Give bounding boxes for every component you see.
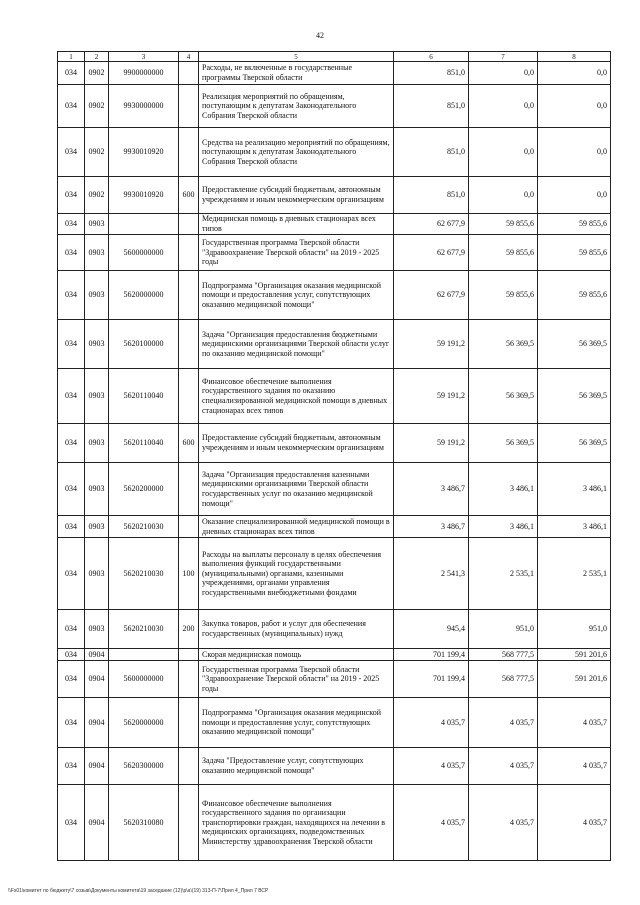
cell-amount-col6: 4 035,7 (394, 698, 469, 748)
cell-amount-col6: 62 677,9 (394, 235, 469, 271)
table-row (58, 85, 611, 128)
cell-description: Средства на реализацию мероприятий по обращениям, поступающим к депутатам Законодательного Собрания Тверской области (199, 128, 394, 177)
cell-section-code: 0903 (85, 369, 109, 424)
cell-section-code: 0904 (85, 661, 109, 698)
cell-amount-col6: 851,0 (394, 85, 469, 128)
cell-admin-code: 034 (58, 177, 85, 214)
table-body (58, 62, 611, 861)
cell-amount-col8: 591 201,6 (538, 661, 611, 698)
cell-amount-col6: 3 486,7 (394, 516, 469, 538)
cell-expense-type: 200 (179, 610, 199, 649)
table-header-row (58, 52, 611, 62)
cell-amount-col8: 951,0 (538, 610, 611, 649)
cell-amount-col8: 59 855,6 (538, 271, 611, 320)
cell-description: Подпрограмма "Организация оказания медицинской помощи и предоставления услуг, сопутствующих оказанию медицинской помощи" (199, 698, 394, 748)
cell-expense-type (179, 62, 199, 85)
page-number: 42 (316, 31, 324, 40)
cell-target-article: 9930010920 (109, 128, 179, 177)
cell-amount-col6: 59 191,2 (394, 369, 469, 424)
table-row (58, 538, 611, 610)
cell-amount-col7: 56 369,5 (469, 369, 538, 424)
cell-amount-col6: 3 486,7 (394, 463, 469, 516)
cell-description: Скорая медицинская помощь (199, 649, 394, 661)
cell-amount-col7: 56 369,5 (469, 320, 538, 369)
cell-target-article: 5600000000 (109, 661, 179, 698)
cell-admin-code: 034 (58, 610, 85, 649)
table-row (58, 62, 611, 85)
cell-amount-col7: 568 777,5 (469, 649, 538, 661)
column-header: 4 (179, 52, 199, 62)
cell-target-article: 9930000000 (109, 85, 179, 128)
cell-expense-type (179, 271, 199, 320)
cell-amount-col8: 3 486,1 (538, 463, 611, 516)
cell-target-article: 5620300000 (109, 748, 179, 785)
cell-description: Расходы на выплаты персоналу в целях обеспечения выполнения функций государственными (муниципальными) органами, казенными учреждениями, органами управления государственными внебюджетными фондами (199, 538, 394, 610)
cell-target-article: 5620110040 (109, 424, 179, 463)
cell-amount-col6: 701 199,4 (394, 649, 469, 661)
column-header: 1 (58, 52, 85, 62)
cell-amount-col6: 62 677,9 (394, 214, 469, 235)
cell-description: Государственная программа Тверской области "Здравоохранение Тверской области" на 2019 - 2025 годы (199, 661, 394, 698)
cell-section-code: 0903 (85, 538, 109, 610)
cell-amount-col8: 0,0 (538, 85, 611, 128)
cell-section-code: 0902 (85, 62, 109, 85)
cell-admin-code: 034 (58, 538, 85, 610)
table-row (58, 271, 611, 320)
table-row (58, 128, 611, 177)
cell-description: Задача "Предоставление услуг, сопутствующих оказанию медицинской помощи" (199, 748, 394, 785)
cell-admin-code: 034 (58, 424, 85, 463)
cell-amount-col6: 945,4 (394, 610, 469, 649)
cell-admin-code: 034 (58, 661, 85, 698)
cell-amount-col6: 59 191,2 (394, 320, 469, 369)
cell-amount-col6: 4 035,7 (394, 785, 469, 861)
cell-description: Оказание специализированной медицинской помощи в дневных стационарах всех типов (199, 516, 394, 538)
cell-section-code: 0904 (85, 785, 109, 861)
cell-target-article (109, 649, 179, 661)
cell-description: Задача "Организация предоставления казенными медицинскими организациями Тверской области государственных услуг по оказанию медицинской помощи" (199, 463, 394, 516)
column-header: 7 (469, 52, 538, 62)
cell-amount-col8: 4 035,7 (538, 698, 611, 748)
table-row (58, 424, 611, 463)
table-row (58, 649, 611, 661)
cell-amount-col7: 59 855,6 (469, 235, 538, 271)
cell-target-article: 5620210030 (109, 538, 179, 610)
cell-amount-col6: 62 677,9 (394, 271, 469, 320)
cell-admin-code: 034 (58, 516, 85, 538)
cell-description: Предоставление субсидий бюджетным, автономным учреждениям и иным некоммерческим организациям (199, 424, 394, 463)
cell-target-article: 5600000000 (109, 235, 179, 271)
cell-description: Медицинская помощь в дневных стационарах всех типов (199, 214, 394, 235)
cell-amount-col7: 59 855,6 (469, 271, 538, 320)
cell-admin-code: 034 (58, 785, 85, 861)
cell-amount-col6: 851,0 (394, 128, 469, 177)
cell-description: Предоставление субсидий бюджетным, автономным учреждениям и иным некоммерческим организациям (199, 177, 394, 214)
cell-section-code: 0903 (85, 320, 109, 369)
cell-expense-type (179, 235, 199, 271)
cell-amount-col6: 701 199,4 (394, 661, 469, 698)
cell-description: Реализация мероприятий по обращениям, поступающим к депутатам Законодательного Собрания Тверской области (199, 85, 394, 128)
table-row (58, 463, 611, 516)
column-header: 3 (109, 52, 179, 62)
cell-description: Государственная программа Тверской области "Здравоохранение Тверской области" на 2019 - 2025 годы (199, 235, 394, 271)
cell-description: Подпрограмма "Организация оказания медицинской помощи и предоставления услуг, сопутствующих оказанию медицинской помощи" (199, 271, 394, 320)
table-row (58, 214, 611, 235)
cell-expense-type (179, 661, 199, 698)
cell-target-article: 5620210030 (109, 610, 179, 649)
column-header: 6 (394, 52, 469, 62)
cell-section-code: 0903 (85, 271, 109, 320)
cell-admin-code: 034 (58, 748, 85, 785)
cell-admin-code: 034 (58, 214, 85, 235)
column-header: 8 (538, 52, 611, 62)
cell-amount-col8: 4 035,7 (538, 748, 611, 785)
cell-section-code: 0903 (85, 463, 109, 516)
cell-amount-col8: 0,0 (538, 62, 611, 85)
table-row (58, 369, 611, 424)
cell-section-code: 0903 (85, 516, 109, 538)
cell-expense-type (179, 85, 199, 128)
cell-amount-col6: 4 035,7 (394, 748, 469, 785)
table-row (58, 785, 611, 861)
cell-amount-col7: 4 035,7 (469, 785, 538, 861)
cell-admin-code: 034 (58, 649, 85, 661)
cell-section-code: 0903 (85, 424, 109, 463)
cell-amount-col7: 56 369,5 (469, 424, 538, 463)
cell-expense-type (179, 128, 199, 177)
cell-amount-col8: 0,0 (538, 177, 611, 214)
table-row (58, 235, 611, 271)
cell-amount-col7: 3 486,1 (469, 463, 538, 516)
cell-section-code: 0902 (85, 128, 109, 177)
cell-admin-code: 034 (58, 62, 85, 85)
cell-expense-type (179, 320, 199, 369)
cell-amount-col7: 0,0 (469, 62, 538, 85)
cell-admin-code: 034 (58, 128, 85, 177)
cell-amount-col7: 59 855,6 (469, 214, 538, 235)
cell-description: Расходы, не включенные в государственные программы Тверской области (199, 62, 394, 85)
cell-section-code: 0903 (85, 214, 109, 235)
column-header: 5 (199, 52, 394, 62)
cell-amount-col8: 56 369,5 (538, 424, 611, 463)
cell-amount-col6: 851,0 (394, 62, 469, 85)
table-row (58, 661, 611, 698)
cell-amount-col8: 591 201,6 (538, 649, 611, 661)
cell-section-code: 0904 (85, 748, 109, 785)
cell-admin-code: 034 (58, 463, 85, 516)
budget-table (57, 51, 611, 861)
cell-amount-col8: 2 535,1 (538, 538, 611, 610)
cell-expense-type (179, 369, 199, 424)
cell-admin-code: 034 (58, 320, 85, 369)
cell-amount-col7: 0,0 (469, 85, 538, 128)
cell-admin-code: 034 (58, 698, 85, 748)
cell-section-code: 0904 (85, 649, 109, 661)
cell-section-code: 0903 (85, 235, 109, 271)
cell-description: Финансовое обеспечение выполнения государственного задания по организации транспортировки граждан, находящихся на лечении в медицинских организациях, подведомственных Министерству здравоохранения Тверской области (199, 785, 394, 861)
cell-expense-type (179, 785, 199, 861)
cell-amount-col7: 0,0 (469, 128, 538, 177)
cell-expense-type (179, 463, 199, 516)
cell-expense-type (179, 649, 199, 661)
cell-amount-col6: 851,0 (394, 177, 469, 214)
cell-amount-col7: 951,0 (469, 610, 538, 649)
cell-description: Закупка товаров, работ и услуг для обеспечения государственных (муниципальных) нужд (199, 610, 394, 649)
table-row (58, 610, 611, 649)
cell-target-article (109, 214, 179, 235)
cell-expense-type (179, 214, 199, 235)
column-header: 2 (85, 52, 109, 62)
cell-admin-code: 034 (58, 271, 85, 320)
cell-amount-col8: 59 855,6 (538, 214, 611, 235)
cell-expense-type: 100 (179, 538, 199, 610)
table-row (58, 516, 611, 538)
cell-target-article: 5620000000 (109, 698, 179, 748)
cell-expense-type: 600 (179, 177, 199, 214)
cell-target-article: 9900000000 (109, 62, 179, 85)
cell-amount-col8: 0,0 (538, 128, 611, 177)
cell-admin-code: 034 (58, 235, 85, 271)
cell-expense-type (179, 748, 199, 785)
cell-amount-col8: 56 369,5 (538, 320, 611, 369)
cell-amount-col7: 0,0 (469, 177, 538, 214)
cell-admin-code: 034 (58, 369, 85, 424)
cell-amount-col7: 2 535,1 (469, 538, 538, 610)
cell-amount-col7: 568 777,5 (469, 661, 538, 698)
cell-expense-type: 600 (179, 424, 199, 463)
table-row (58, 698, 611, 748)
table-row (58, 748, 611, 785)
cell-section-code: 0902 (85, 177, 109, 214)
cell-amount-col6: 59 191,2 (394, 424, 469, 463)
cell-target-article: 5620210030 (109, 516, 179, 538)
cell-amount-col7: 4 035,7 (469, 698, 538, 748)
cell-expense-type (179, 698, 199, 748)
cell-section-code: 0904 (85, 698, 109, 748)
cell-amount-col8: 56 369,5 (538, 369, 611, 424)
table-row (58, 177, 611, 214)
footer-file-path: \\Fs01\комитет по бюджету\7 созыв\Документы комитета\19 заседание (12)\p\a\(19) 313-П-7\Прил 4_Прил 7 ВСР (8, 888, 269, 894)
cell-description: Финансовое обеспечение выполнения государственного задания по оказанию специализированной медицинской помощи в дневных стационарах всех типов (199, 369, 394, 424)
table-row (58, 320, 611, 369)
cell-amount-col7: 4 035,7 (469, 748, 538, 785)
cell-target-article: 5620000000 (109, 271, 179, 320)
cell-amount-col8: 3 486,1 (538, 516, 611, 538)
cell-section-code: 0903 (85, 610, 109, 649)
cell-target-article: 5620310080 (109, 785, 179, 861)
cell-amount-col7: 3 486,1 (469, 516, 538, 538)
cell-admin-code: 034 (58, 85, 85, 128)
cell-target-article: 9930010920 (109, 177, 179, 214)
cell-target-article: 5620200000 (109, 463, 179, 516)
cell-section-code: 0902 (85, 85, 109, 128)
cell-target-article: 5620110040 (109, 369, 179, 424)
cell-description: Задача "Организация предоставления бюджетными медицинскими организациями Тверской области услуг по оказанию медицинской помощи" (199, 320, 394, 369)
cell-amount-col8: 4 035,7 (538, 785, 611, 861)
cell-expense-type (179, 516, 199, 538)
cell-amount-col6: 2 541,3 (394, 538, 469, 610)
cell-target-article: 5620100000 (109, 320, 179, 369)
cell-amount-col8: 59 855,6 (538, 235, 611, 271)
